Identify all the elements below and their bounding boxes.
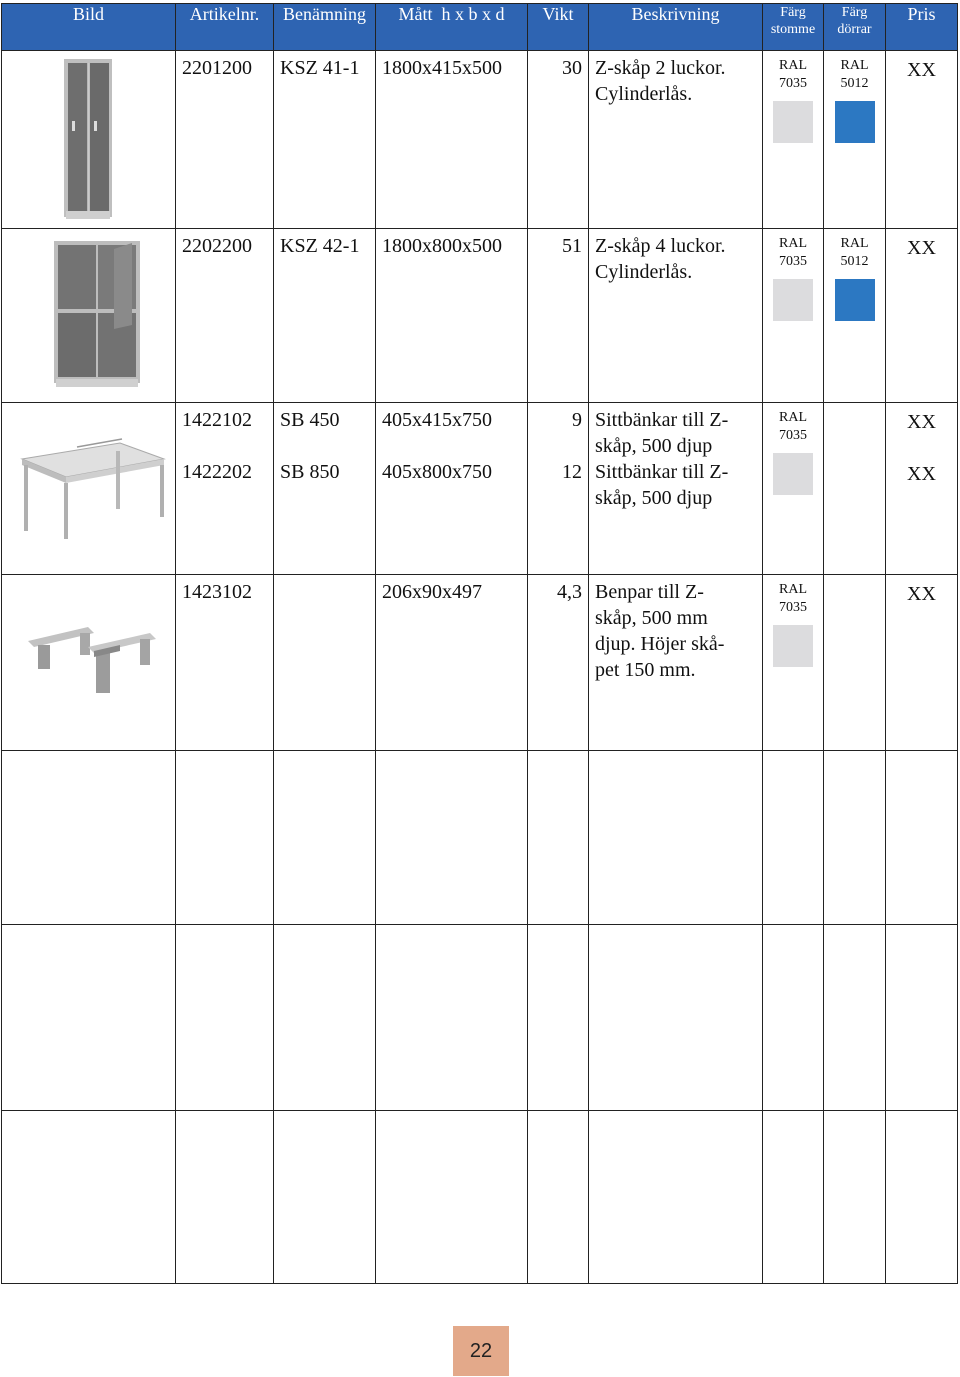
vikt: 9: [572, 409, 582, 431]
matt: 1800x800x500: [382, 235, 502, 257]
table-row: [2, 229, 958, 403]
header-row: [2, 4, 958, 51]
benamning: KSZ 41-1: [280, 57, 360, 79]
beskrivning: [589, 229, 762, 289]
beskrivning: [589, 575, 762, 687]
page-number: 22: [453, 1326, 509, 1376]
product-image-cell: [2, 403, 176, 575]
artikelnr: 1422102: [182, 409, 252, 431]
product-image-cell: [2, 51, 176, 229]
vikt-group: [528, 403, 588, 489]
pris: XX: [907, 59, 936, 81]
color-swatch-7035: [773, 453, 813, 495]
stomme-color: [763, 229, 823, 271]
matt: 405x415x750: [382, 409, 492, 431]
color-swatch-7035: [773, 625, 813, 667]
ral-code: 5012: [840, 76, 869, 91]
header-benamning: Benämning: [274, 4, 376, 51]
pris: XX: [907, 411, 936, 433]
color-swatch-5012: [835, 279, 875, 321]
empty-row: [2, 925, 958, 1111]
dorrar-color-empty: [824, 403, 886, 575]
ral-code: 7035: [779, 254, 807, 269]
header-farg-stomme-line1: Färg: [780, 5, 806, 20]
artikelnr: 1422202: [182, 461, 252, 483]
matt: 206x90x497: [382, 581, 482, 603]
benamning-group: [274, 403, 375, 489]
color-swatch-7035: [773, 279, 813, 321]
matt-group: [376, 403, 527, 489]
pris-group: [886, 403, 957, 487]
ral-label: RAL: [779, 58, 807, 73]
header-bild: Bild: [2, 4, 176, 51]
pris: XX: [907, 583, 936, 605]
dorrar-color: [824, 229, 885, 271]
ral-code: 7035: [779, 600, 807, 615]
artikelnr: 2202200: [182, 235, 252, 257]
vikt: 4,3: [557, 581, 582, 603]
matt: 1800x415x500: [382, 57, 502, 79]
table-row: [2, 51, 958, 229]
header-artikelnr: Artikelnr.: [176, 4, 274, 51]
header-farg-dorrar: [824, 4, 886, 51]
stomme-color: [763, 575, 823, 617]
empty-row: [2, 1111, 958, 1284]
stomme-color: [763, 51, 823, 93]
header-vikt: Vikt: [528, 4, 589, 51]
table-row: [2, 575, 958, 751]
ral-label: RAL: [840, 236, 869, 251]
benamning-empty: [274, 575, 376, 751]
beskrivning-line: Cylinderlås.: [595, 83, 693, 105]
vikt: 51: [562, 235, 582, 257]
table-row: [2, 403, 958, 575]
bench-icon: [2, 403, 176, 569]
locker-2-door-icon: [2, 51, 176, 223]
ral-label: RAL: [779, 236, 807, 251]
artikelnr: 1423102: [182, 581, 252, 603]
header-matt: Mått h x b x d: [376, 4, 528, 51]
ral-label: RAL: [779, 582, 807, 597]
benamning: KSZ 42-1: [280, 235, 360, 257]
header-beskrivning: Beskrivning: [589, 4, 763, 51]
beskrivning-line: djup. Höjer skå-: [595, 633, 725, 655]
benamning: SB 850: [280, 461, 340, 483]
ral-label: RAL: [779, 410, 807, 425]
beskrivning-line: Sittbänkar till Z-: [595, 461, 729, 483]
header-farg-dorrar-line2: dörrar: [837, 22, 872, 37]
header-farg-dorrar-line1: Färg: [841, 5, 868, 20]
beskrivning-line: Benpar till Z-: [595, 581, 704, 603]
pris: XX: [907, 237, 936, 259]
ral-label: RAL: [840, 58, 869, 73]
header-pris: Pris: [886, 4, 958, 51]
beskrivning: [589, 51, 762, 111]
product-table: [1, 3, 958, 1284]
ral-code: 7035: [779, 76, 807, 91]
beskrivning-line: skåp, 500 mm: [595, 607, 708, 629]
beskrivning-line: skåp, 500 djup: [595, 487, 713, 509]
vikt: 12: [562, 461, 582, 483]
header-farg-stomme-line2: stomme: [770, 22, 816, 37]
color-swatch-5012: [835, 101, 875, 143]
beskrivning-line: pet 150 mm.: [595, 659, 696, 681]
pris: XX: [907, 463, 936, 485]
benamning: SB 450: [280, 409, 340, 431]
beskrivning-line: Sittbänkar till Z-: [595, 409, 729, 431]
beskrivning-line: Z-skåp 2 luckor.: [595, 57, 726, 79]
dorrar-color-empty: [824, 575, 886, 751]
beskrivning-line: skåp, 500 djup: [595, 435, 713, 457]
dorrar-color: [824, 51, 885, 93]
color-swatch-7035: [773, 101, 813, 143]
header-farg-stomme: [763, 4, 824, 51]
artikelnr-group: [176, 403, 273, 489]
ral-code: 5012: [840, 254, 869, 269]
product-image-cell: [2, 229, 176, 403]
empty-row: [2, 751, 958, 925]
beskrivning: [589, 403, 762, 515]
beskrivning-line: Z-skåp 4 luckor.: [595, 235, 726, 257]
ral-code: 7035: [779, 428, 807, 443]
locker-4-door-icon: [2, 229, 176, 397]
stomme-color: [763, 403, 823, 445]
artikelnr: 2201200: [182, 57, 252, 79]
beskrivning-line: Cylinderlås.: [595, 261, 693, 283]
vikt: 30: [562, 57, 582, 79]
product-image-cell: [2, 575, 176, 751]
leg-pair-icon: [2, 575, 176, 745]
matt: 405x800x750: [382, 461, 492, 483]
